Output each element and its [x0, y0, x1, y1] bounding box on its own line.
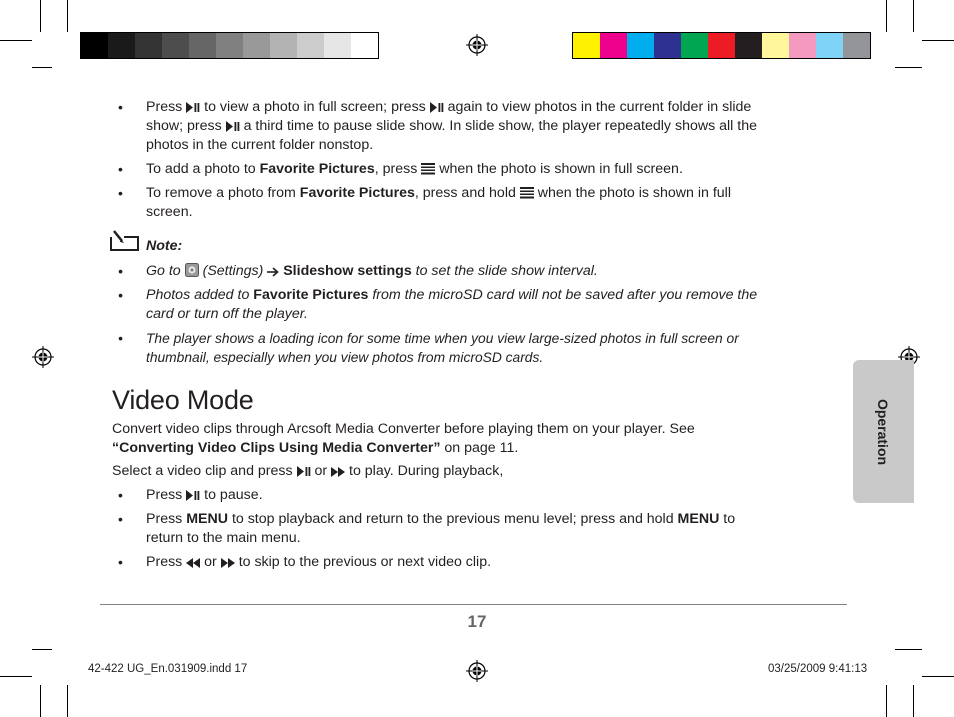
slug-filename: 42-422 UG_En.031909.indd 17: [88, 663, 248, 675]
crop-mark: [0, 676, 32, 677]
crop-mark: [922, 676, 954, 677]
color-swatch: [216, 33, 243, 58]
color-swatch: [789, 33, 816, 58]
note-heading: Note:: [146, 238, 183, 254]
fast-forward-icon: [221, 558, 235, 568]
color-swatch: [762, 33, 789, 58]
crop-mark: [40, 685, 41, 717]
crop-mark: [0, 40, 32, 41]
bullet-text: Press or to skip to the previous or next video clip.: [146, 554, 492, 570]
crop-mark: [886, 685, 887, 717]
bullet-text: Press to view a photo in full screen; press again to view photos in the current folder in slide show; press a third time to pause slide show. In slide show, the player repeatedly shows all the photos in the current folder nonstop.: [146, 99, 757, 153]
bullet: •: [118, 185, 123, 201]
registration-mark-icon: [32, 346, 54, 368]
play-pause-icon: [430, 102, 444, 113]
paragraph: Select a video clip and press or to play. During playback,: [112, 463, 504, 479]
crop-mark: [32, 649, 52, 650]
color-swatch: [108, 33, 135, 58]
crop-mark: [67, 685, 68, 717]
color-swatch: [654, 33, 681, 58]
color-swatch: [81, 33, 108, 58]
play-pause-icon: [226, 121, 240, 132]
fast-forward-icon: [331, 467, 345, 477]
color-swatch: [243, 33, 270, 58]
play-pause-icon: [186, 102, 200, 113]
color-swatch: [681, 33, 708, 58]
settings-icon: [185, 263, 199, 277]
bullet-text: To add a photo to Favorite Pictures, press when the photo is shown in full screen.: [146, 161, 683, 177]
rewind-icon: [186, 558, 200, 568]
menu-icon: [421, 163, 435, 175]
side-tab-label: Operation: [875, 398, 891, 466]
color-swatch: [162, 33, 189, 58]
color-swatch: [324, 33, 351, 58]
bullet-text: Press MENU to stop playback and return to the previous menu level; press and hold MENU to return to the main menu.: [146, 511, 736, 546]
crop-mark: [67, 0, 68, 32]
paragraph: Convert video clips through Arcsoft Media Converter before playing them on your player. See “Converting Video Clips Using Media Converter” on page 11.: [112, 421, 695, 456]
color-swatch: [735, 33, 762, 58]
bullet: •: [118, 487, 123, 503]
color-swatch: [708, 33, 735, 58]
color-swatch: [189, 33, 216, 58]
section-title: Video Mode: [112, 385, 254, 415]
bullet: •: [118, 263, 123, 279]
page-number: 17: [467, 612, 487, 631]
grayscale-bar: [80, 32, 379, 59]
color-swatch: [573, 33, 600, 58]
bullet: •: [118, 287, 123, 303]
registration-mark-icon: [466, 34, 488, 56]
crop-mark: [886, 0, 887, 32]
color-bar: [572, 32, 871, 59]
color-swatch: [843, 33, 870, 58]
registration-mark-icon: [466, 660, 488, 682]
bullet: •: [118, 161, 123, 177]
play-pause-icon: [297, 466, 311, 477]
crop-mark: [40, 0, 41, 32]
crop-mark: [895, 67, 922, 68]
menu-icon: [520, 187, 534, 199]
color-swatch: [816, 33, 843, 58]
crop-mark: [922, 40, 954, 41]
crop-mark: [913, 685, 914, 717]
color-swatch: [351, 33, 378, 58]
crop-mark: [32, 67, 52, 68]
color-swatch: [270, 33, 297, 58]
bullet-text: To remove a photo from Favorite Pictures, press and hold when the photo is shown in full screen.: [146, 185, 731, 220]
color-swatch: [297, 33, 324, 58]
note-item: The player shows a loading icon for some time when you view large-sized photos in full screen or thumbnail, especially when you view photos from microSD cards.: [146, 331, 739, 365]
note-icon: [108, 230, 140, 252]
bullet: •: [118, 554, 123, 570]
color-swatch: [600, 33, 627, 58]
bullet-text: Press to pause.: [146, 487, 263, 503]
crop-mark: [895, 649, 922, 650]
color-swatch: [135, 33, 162, 58]
footer-rule: [100, 604, 847, 605]
play-pause-icon: [186, 490, 200, 501]
crop-mark: [913, 0, 914, 32]
bullet: •: [118, 330, 123, 346]
bullet: •: [118, 511, 123, 527]
note-item: Go to (Settings) Slideshow settings to set the slide show interval.: [146, 263, 598, 279]
color-swatch: [627, 33, 654, 58]
slug-timestamp: 03/25/2009 9:41:13: [768, 663, 868, 675]
bullet: •: [118, 99, 123, 115]
arrow-right-icon: [267, 267, 279, 277]
note-item: Photos added to Favorite Pictures from the microSD card will not be saved after you remove the card or turn off the player.: [146, 287, 758, 322]
